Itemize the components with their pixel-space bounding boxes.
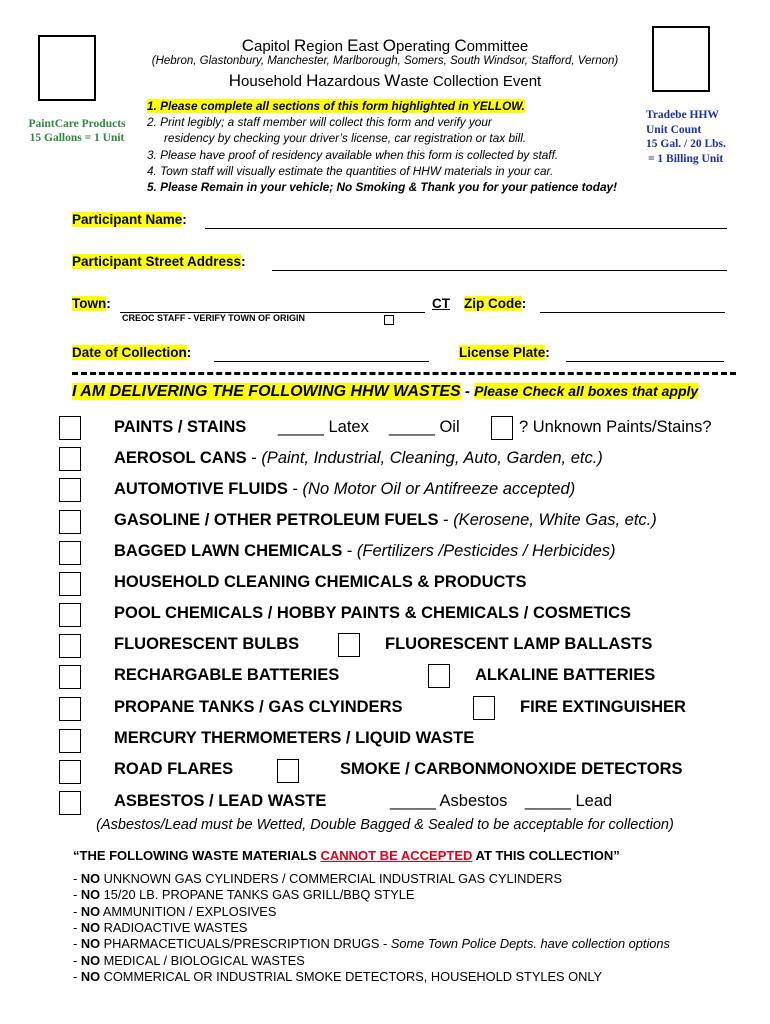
date-label: Date of Collection: [72, 345, 192, 360]
instruction-2b: residency by checking your driver’s license, car registration or tax bill. [164, 131, 527, 145]
participant-name-input[interactable] [205, 228, 727, 229]
alkaline-batteries-checkbox[interactable] [428, 664, 450, 688]
flares-row: ROAD FLARES SMOKE / CARBONMONOXIDE DETECTORS [114, 760, 683, 778]
mercury-checkbox[interactable] [59, 729, 81, 753]
not-accepted-item: - NO UNKNOWN GAS CYLINDERS / COMMERCIAL INDUSTRIAL GAS CYLINDERS [73, 871, 562, 886]
gasoline-checkbox[interactable] [59, 510, 81, 534]
street-address-label: Participant Street Address: [72, 254, 246, 269]
automotive-checkbox[interactable] [59, 478, 81, 502]
paints-row: PAINTS / STAINS _____ Latex _____ Oil ? Unknown Paints/Stains? [114, 418, 712, 436]
tradebe-note: Tradebe HHW Unit Count 15 Gal. / 20 Lbs. = 1 Billing Unit [646, 109, 726, 165]
not-accepted-item: - NO RADIOACTIVE WASTES [73, 920, 248, 935]
lamp-ballasts-checkbox[interactable] [338, 633, 360, 657]
propane-row: PROPANE TANKS / GAS CLYINDERS FIRE EXTINGUISHER [114, 698, 686, 716]
paintcare-note: PaintCare Products 15 Gallons = 1 Unit [28, 118, 126, 144]
pool-chemicals-row: POOL CHEMICALS / HOBBY PAINTS & CHEMICALS / COSMETICS [114, 604, 632, 622]
instruction-5: 5. Please Remain in your vehicle; No Smoking & Thank you for your patience today! [147, 180, 618, 194]
fluorescent-row: FLUORESCENT BULBS FLUORESCENT LAMP BALLASTS [114, 635, 653, 653]
zip-input[interactable] [540, 312, 725, 313]
member-towns: (Hebron, Glastonbury, Manchester, Marlborough, Somers, South Windsor, Stafford, Vernon) [151, 55, 619, 67]
dashed-divider [72, 372, 736, 375]
not-accepted-item: - NO MEDICAL / BIOLOGICAL WASTES [73, 953, 305, 968]
not-accepted-item: - NO COMMERICAL OR INDUSTRIAL SMOKE DETECTORS, HOUSEHOLD STYLES ONLY [73, 969, 603, 984]
aerosol-checkbox[interactable] [59, 447, 81, 471]
verify-town-note: CREOC STAFF - VERIFY TOWN OF ORIGIN [122, 313, 306, 323]
not-accepted-item: - NO AMMUNITION / EXPLOSIVES [73, 904, 277, 919]
state-ct: CT [432, 296, 450, 311]
committee-title: Capitol Region East Operating Committee [241, 36, 529, 55]
town-label: Town: [72, 296, 111, 311]
gasoline-row: GASOLINE / OTHER PETROLEUM FUELS - (Kerosene, White Gas, etc.) [114, 511, 657, 529]
household-cleaning-checkbox[interactable] [59, 572, 81, 596]
propane-checkbox[interactable] [59, 697, 81, 721]
asbestos-row: ASBESTOS / LEAD WASTE _____ Asbestos _____ Lead [114, 792, 613, 810]
road-flares-checkbox[interactable] [59, 760, 81, 784]
zip-label: Zip Code: [464, 296, 527, 311]
delivering-heading: I AM DELIVERING THE FOLLOWING HHW WASTES - Please Check all boxes that apply [72, 383, 699, 400]
aerosol-row: AEROSOL CANS - (Paint, Industrial, Cleaning, Auto, Garden, etc.) [114, 449, 603, 467]
not-accepted-heading: “THE FOLLOWING WASTE MATERIALS CANNOT BE ACCEPTED AT THIS COLLECTION” [73, 848, 620, 863]
household-cleaning-row: HOUSEHOLD CLEANING CHEMICALS & PRODUCTS [114, 573, 527, 591]
lawn-chemicals-checkbox[interactable] [59, 541, 81, 565]
fire-extinguisher-checkbox[interactable] [473, 696, 495, 720]
event-title: Household Hazardous Waste Collection Event [228, 71, 542, 90]
rechargeable-batteries-checkbox[interactable] [59, 665, 81, 689]
asbestos-checkbox[interactable] [59, 791, 81, 815]
instruction-3: 3. Please have proof of residency available when this form is collected by staff. [147, 148, 559, 162]
not-accepted-item: - NO 15/20 LB. PROPANE TANKS GAS GRILL/BBQ STYLE [73, 887, 415, 902]
paints-checkbox[interactable] [59, 416, 81, 440]
fluorescent-bulbs-checkbox[interactable] [59, 634, 81, 658]
automotive-row: AUTOMOTIVE FLUIDS - (No Motor Oil or Antifreeze accepted) [114, 480, 576, 498]
plate-input[interactable] [566, 361, 724, 362]
instruction-2a: 2. Print legibly; a staff member will collect this form and verify your [147, 115, 492, 129]
instruction-1: 1. Please complete all sections of this form highlighted in YELLOW. [147, 99, 525, 113]
plate-label: License Plate: [459, 345, 550, 360]
batteries-row: RECHARGABLE BATTERIES ALKALINE BATTERIES [114, 666, 656, 684]
date-input[interactable] [214, 361, 429, 362]
asbestos-note: (Asbestos/Lead must be Wetted, Double Bagged & Sealed to be acceptable for collection) [96, 817, 674, 833]
unknown-paints-checkbox[interactable] [491, 416, 513, 440]
smoke-detectors-checkbox[interactable] [277, 759, 299, 783]
street-address-input[interactable] [272, 270, 727, 271]
not-accepted-item: - NO PHARMACETICUALS/PRESCRIPTION DRUGS - Some Town Police Depts. have collection options [73, 936, 670, 951]
pool-chemicals-checkbox[interactable] [59, 603, 81, 627]
lawn-chemicals-row: BAGGED LAWN CHEMICALS - (Fertilizers /Pesticides / Herbicides) [114, 542, 616, 560]
instruction-4: 4. Town staff will visually estimate the quantities of HHW materials in your car. [147, 164, 554, 178]
participant-name-label: Participant Name: [72, 212, 187, 227]
mercury-row: MERCURY THERMOMETERS / LIQUID WASTE [114, 729, 475, 747]
verify-town-checkbox[interactable] [384, 315, 394, 325]
